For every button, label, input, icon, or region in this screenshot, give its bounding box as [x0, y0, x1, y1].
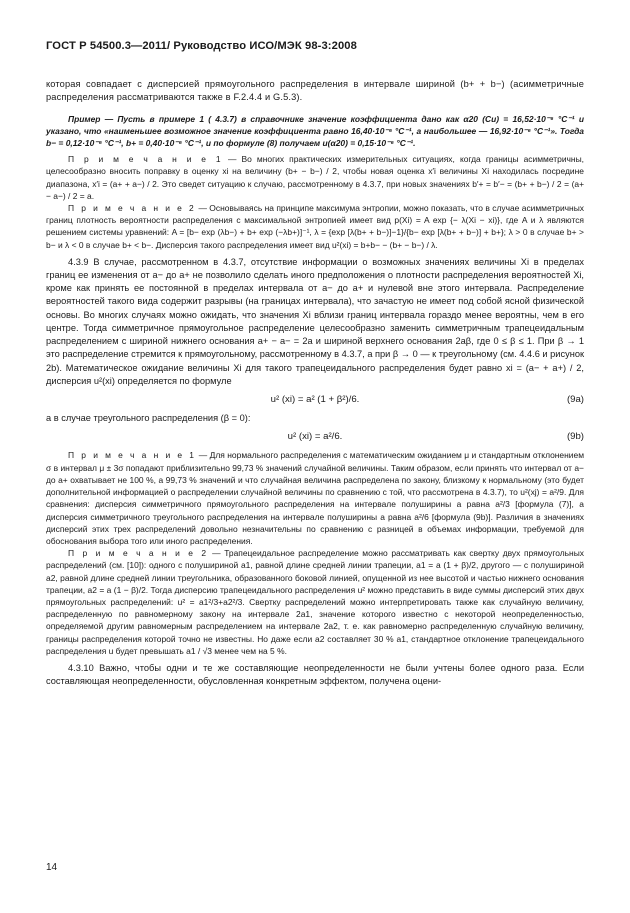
note-4-text: — Трапецеидальное распределение можно рассматривать как свертку двух прямоугольных распределений (см. [10]): одного с полушириной a1, равной длине средней линии трапеции, a1 = a (1 + β)/2, другого — с полушириной a2, равной длине средней линии треугольника, образованного боковой линией, опущенной из нее высотой и частью нижнего основания трапеции, a2 = a (1 − β)/2. Тогда дисперсию трапецеидального распределения u² можно представить в виде суммы дисперсий этих двух прямоугольных распределений: u² = a1²/3+a2²/3. Свертку распределений можно интерпретировать также как случайную величину, распределенную по равномерному закону на интервале 2a1, значение которого известно с некоторой неопределенностью, определяемой другим равномерным распределением на интервале 2a2, т. е. как равномерно распределенную случайную величину, границы распределения которой точно не известны. Но даже если a2 составляет 30 % a1, стандартное отклонение трапецеидального распределения u будет превышать a1 / √3 менее чем на 5 %. [46, 548, 584, 656]
formula-9b-expression: u² (xi) = a²/6. [287, 431, 343, 443]
paragraph-continuation: которая совпадает с дисперсией прямоугольного распределения в интервале шириной (b+ + b−) (асимметричные распределения рассматриваются также в F.2.4.4 и G.5.3). [46, 79, 584, 103]
note-1-text: — Во многих практических измерительных ситуациях, когда границы асимметричны, целесообразно вносить поправку в оценку xi на величину (b+ − b−) / 2, чтобы новая оценка x′i величины Xi находилась посредине диапазона, x′i = (a+ + a−) / 2. Это сведет ситуацию к случаю, рассмотренному в 4.3.7, при новых значениях b′+ = b′− = (b+ + b−) / 2 = (a+ − a−) / 2 = a. [46, 154, 584, 201]
formula-9a [46, 388, 584, 412]
note-3 [46, 449, 584, 547]
formula-9b-number: (9b) [566, 431, 584, 443]
triangular-case-text: а в случае треугольного распределения (β = 0): [46, 413, 251, 424]
section-4-3-10: 4.3.10 Важно, чтобы одни и те же составляющие неопределенности не были учтены более одного раза. Если составляющая неопределенности, обусловленная конкретным эффектом, получена оцени- [46, 662, 584, 687]
page-header: ГОСТ Р 54500.3—2011/ Руководство ИСО/МЭК 98-3:2008 [46, 40, 357, 52]
note-2-text: — Основываясь на принципе максимума энтропии, можно показать, что в случае асимметричных границ плотность вероятности распределения с максимальной энтропией имеет вид p(Xi) = A exp {− λ(Xi − xi)}, где A и λ являются решением системы уравнений: A = [b− exp (λb−) + b+ exp (−λb+)]⁻¹, λ = {exp [λ(b+ + b−)]−1}/{b− exp [λ(b+ + b−)] + b+}; λ > 0 в случае b+ > b− и λ < 0 в случае b+ < b−. Дисперсия такого распределения имеет вид u²(xi) = b+b− − (b+ − b−) / λ. [46, 202, 584, 250]
formula-9b [46, 425, 584, 449]
note-3-text: — Для нормального распределения с математическим ожиданием μ и стандартным отклонением σ в интервал μ ± 3σ попадают приблизительно 99,73 % значений случайной величины. Таким образом, если принять что интервал от a− до a+ охватывает не 100 %, а 99,73 % значений и что случайная величина распределена по закону, близкому к нормальному (это будет дополнительной информацией о распределении случайной величины по сравнению с той, что рассмотрена в 4.3.7), то u²(xj) = a²/9. Для сравнения: дисперсия симметричного прямоугольного распределения на интервале полуширины a равна a²/3 [формула (7)], а дисперсия симметричного треугольного распределения на интервале полуширины a равна a²/6 [формула (9b)]. Различия в значениях дисперсий этих трех распределений довольно незначительны по сравнению с разницей в объемах информации, требуемой для обоснования выбора того или иного распределения. [46, 450, 584, 546]
note-3-label: П р и м е ч а н и е 1 [68, 450, 197, 461]
formula-9a-expression: u² (xi) = a² (1 + β²)/6. [270, 394, 360, 406]
note-4 [46, 547, 584, 657]
example-paragraph: Пример — Пусть в примере 1 ( 4.3.7) в справочнике значение коэффициента дано как α20 (Cu) = 16,52·10⁻⁶ °C⁻¹ и указано, что «наименьшее возможное значение коэффициента равно 16,40·10⁻⁶ °C⁻¹, а наибольшее — 16,92·10⁻⁶ °C⁻¹». Тогда b− = 0,12·10⁻⁶ °C⁻¹, b+ = 0,40·10⁻⁶ °C⁻¹, и по формуле (8) получаем u(α20) = 0,15·10⁻⁶ °C⁻¹. [46, 113, 584, 148]
page-number: 14 [46, 862, 58, 873]
section-4-3-9: 4.3.9 В случае, рассмотренном в 4.3.7, отсутствие информации о возможных значениях величины Xi в пределах границ ее изменения от a− до a+ не позволило сделать иного предположения о плотности распределения вероятностей Xi, кроме как принять ее постоянной в пределах интервала от a− до a+ и нулевой вне этого интервала. Распределение вероятностей такого вида содержит разрывы (на границах интервала), что зачастую не имеет под собой ясной физической основы. Во многих случаях можно ожидать, что значения Xi вблизи границ интервала гораздо менее вероятны, чем в его центре. Тогда симметричное прямоугольное распределение целесообразно заменить симметричным трапецеидальным распределением с шириной нижнего основания a+ − a− = 2a и шириной верхнего основания 2aβ, где 0 ≤ β ≤ 1. При β → 1 это распределение стремится к прямоугольному, рассмотренному в 4.3.7, а при β → 0 — к треугольному (см. 4.4.6 и рисунок 2b). Математическое ожидание величины Xi для такого трапецеидального распределения будет равно xi = (a− + a+) / 2, дисперсия u²(xi) определяется по формуле [46, 256, 585, 386]
note-4-label: П р и м е ч а н и е 2 [68, 548, 209, 559]
note-2 [46, 202, 584, 251]
note-2-label: П р и м е ч а н и е 2 [68, 202, 197, 213]
formula-9a-number: (9a) [566, 394, 584, 406]
note-1 [46, 153, 584, 202]
note-1-label: П р и м е ч а н и е 1 [68, 154, 223, 165]
